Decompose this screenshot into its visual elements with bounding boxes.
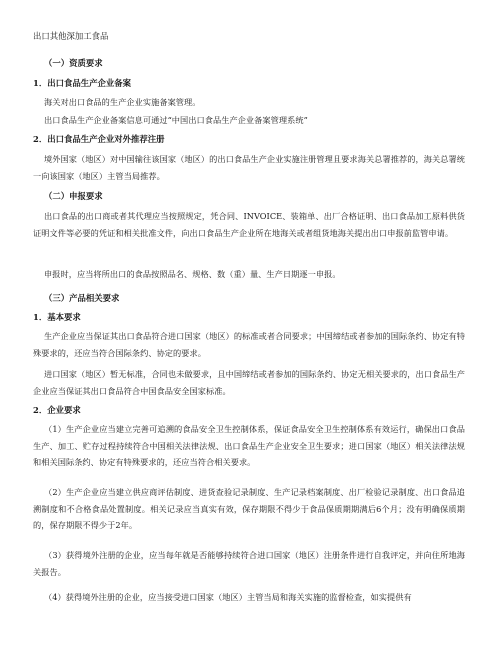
subheading-enterprise: 2．企业要求 bbox=[33, 405, 81, 415]
paragraph: 生产企业应当保证其出口食品符合进口国家（地区）的标准或者合同要求；中国缔结或者参加的国际条约、协定有特殊要求的，还应当符合国际条约、协定的要求。 bbox=[33, 331, 465, 358]
paragraph: （2）生产企业应当建立供应商评估制度、进货查验记录制度、生产记录档案制度、出厂检验记录制度、出口食品追溯制度和不合格食品处置制度。相关记录应当真实有效，保存期限不得少于食品保质期期满后6个月；没有明确保质期的，保存期限不得少于2年。 bbox=[33, 487, 465, 531]
paragraph: （1）生产企业应当建立完善可追溯的食品安全卫生控制体系，保证食品安全卫生控制体系有效运行，确保出口食品生产、加工、贮存过程持续符合中国相关法律法规、出口食品生产企业安全卫生要求；进口国家（地区）相关法律法规和相关国际条约、协定有特殊要求的，还应当符合相关要求。 bbox=[33, 424, 465, 468]
paragraph: 出口食品的出口商或者其代理应当按照规定，凭合同、INVOICE、装箱单、出厂合格证明、出口食品加工原料供货证明文件等必要的凭证和相关批准文件，向出口食品生产企业所在地海关或者组货地海关提出出口申报前监管申请。 bbox=[33, 211, 465, 238]
section-heading-product: （三）产品相关要求 bbox=[44, 293, 120, 303]
paragraph: （3）获得境外注册的企业，应当每年就是否能够持续符合进口国家（地区）注册条件进行自我评定，并向住所地海关报告。 bbox=[33, 550, 465, 577]
paragraph: 境外国家（地区）对中国输往该国家（地区）的出口食品生产企业实施注册管理且要求海关总署推荐的，海关总署统一向该国家（地区）主管当局推荐。 bbox=[33, 154, 465, 181]
subheading-filing: 1．出口食品生产企业备案 bbox=[33, 78, 131, 88]
paragraph: 出口食品生产企业备案信息可通过“中国出口食品生产企业备案管理系统” bbox=[44, 115, 308, 125]
section-heading-declaration: （二）申报要求 bbox=[44, 191, 103, 201]
subheading-basic: 1．基本要求 bbox=[33, 312, 81, 322]
paragraph: 海关对出口食品的生产企业实施备案管理。 bbox=[44, 97, 201, 107]
paragraph: 进口国家（地区）暂无标准，合同也未做要求，且中国缔结或者参加的国际条约、协定无相关要求的，出口食品生产企业应当保证其出口食品符合中国食品安全国家标准。 bbox=[33, 369, 465, 396]
paragraph: （4）获得境外注册的企业，应当接受进口国家（地区）主管当局和海关实施的监督检查，如实提供有 bbox=[44, 592, 412, 602]
paragraph: 申报时，应当将所出口的食品按照品名、规格、数（重）量、生产日期逐一申报。 bbox=[44, 269, 341, 279]
section-heading-qualification: （一）资质要求 bbox=[44, 58, 103, 68]
subheading-registration: 2．出口食品生产企业对外推荐注册 bbox=[33, 134, 165, 144]
document-title: 出口其他深加工食品 bbox=[33, 31, 109, 41]
